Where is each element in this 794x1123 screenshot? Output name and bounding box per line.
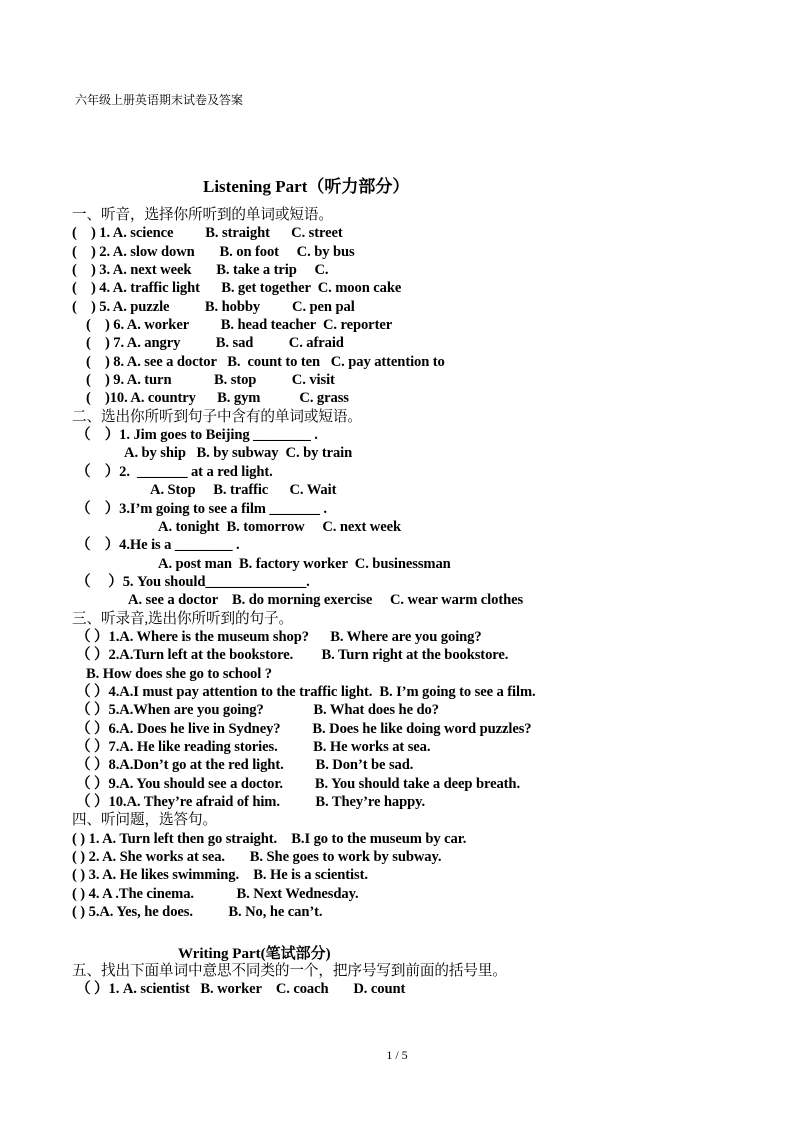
writing-questions (72, 962, 772, 999)
question-line: （ ）1. A. scientist B. worker C. coach D. count (76, 981, 406, 998)
listening-part-title: Listening Part（听力部分） (203, 177, 410, 196)
question-line: （ ）3.I’m going to see a film _______ . (76, 500, 327, 517)
question-line: （ ）1. Jim goes to Beijing ________ . (76, 427, 318, 444)
writing-part-title: Writing Part(笔试部分) (178, 946, 331, 962)
question-line: ( ) 7. A. angry B. sad C. afraid (86, 335, 344, 352)
question-line: ( ) 5. A. puzzle B. hobby C. pen pal (72, 298, 355, 315)
question-line: A. see a doctor B. do morning exercise C. wear warm clothes (128, 592, 524, 609)
question-line: A. Stop B. traffic C. Wait (150, 482, 337, 499)
section-heading: 一、听音，选择你所听到的单词或短语。 (72, 207, 333, 223)
question-line: （ ）1.A. Where is the museum shop? B. Where are you going? (76, 628, 482, 645)
section-heading: 四、听问题，选答句。 (72, 812, 217, 829)
question-line: ( ) 3. A. He likes swimming. B. He is a scientist. (72, 867, 368, 884)
question-line: ( ) 9. A. turn B. stop C. visit (86, 372, 335, 389)
question-line: ( ) 2. A. She works at sea. B. She goes to work by subway. (72, 849, 442, 866)
question-line: （ ）5. You should______________. (76, 573, 310, 590)
question-line: （ ）7.A. He like reading stories. B. He works at sea. (76, 738, 431, 755)
question-line: ( )10. A. country B. gym C. grass (86, 390, 349, 407)
question-line: （ ）5.A.When are you going? B. What does he do? (76, 702, 439, 719)
question-line: （ ）4.He is a ________ . (76, 537, 240, 554)
section-heading: 二、选出你所听到句子中含有的单词或短语。 (72, 408, 362, 425)
question-line: ( ) 6. A. worker B. head teacher C. reporter (86, 317, 393, 334)
question-line: （ ）10.A. They’re afraid of him. B. They’re happy. (76, 794, 426, 810)
question-line: A. tonight B. tomorrow C. next week (158, 518, 401, 535)
question-line: （ ）2.A.Turn left at the bookstore. B. Turn right at the bookstore. (76, 647, 509, 664)
question-line: ( ) 8. A. see a doctor B. count to ten C. pay attention to (86, 353, 445, 370)
question-line: ( ) 4. A .The cinema. B. Next Wednesday. (72, 885, 359, 902)
question-line: （ ）8.A.Don’t go at the red light. B. Don’t be sad. (76, 757, 414, 774)
page-number: 1 / 5 (386, 1048, 408, 1062)
section-heading: 五、找出下面单词中意思不同类的一个，把序号写到前面的括号里。 (72, 963, 507, 979)
question-line: （ ）6.A. Does he live in Sydney? B. Does he like doing word puzzles? (76, 720, 532, 737)
question-line: B. How does she go to school ? (86, 665, 272, 682)
question-line: ( ) 1. A. Turn left then go straight. B.I go to the museum by car. (72, 830, 467, 847)
question-line: A. by ship B. by subway C. by train (124, 445, 353, 462)
question-line: （ ）4.A.I must pay attention to the traffic light. B. I’m going to see a film. (76, 683, 536, 700)
question-line: （ ）9.A. You should see a doctor. B. You should take a deep breath. (76, 775, 520, 792)
question-line: A. post man B. factory worker C. businessman (158, 555, 451, 572)
listening-questions (72, 206, 772, 921)
question-line: ( ) 3. A. next week B. take a trip C. (72, 262, 329, 279)
question-line: ( ) 2. A. slow down B. on foot C. by bus (72, 243, 355, 260)
question-line: ( ) 4. A. traffic light B. get together C. moon cake (72, 280, 402, 297)
question-line: ( ) 5.A. Yes, he does. B. No, he can’t. (72, 904, 323, 921)
document-title: 六年级上册英语期末试卷及答案 (75, 93, 244, 107)
section-heading: 三、听录音,选出你所听到的句子。 (72, 610, 293, 627)
question-line: （ ）2. _______ at a red light. (76, 463, 273, 480)
question-line: ( ) 1. A. science B. straight C. street (72, 225, 343, 242)
